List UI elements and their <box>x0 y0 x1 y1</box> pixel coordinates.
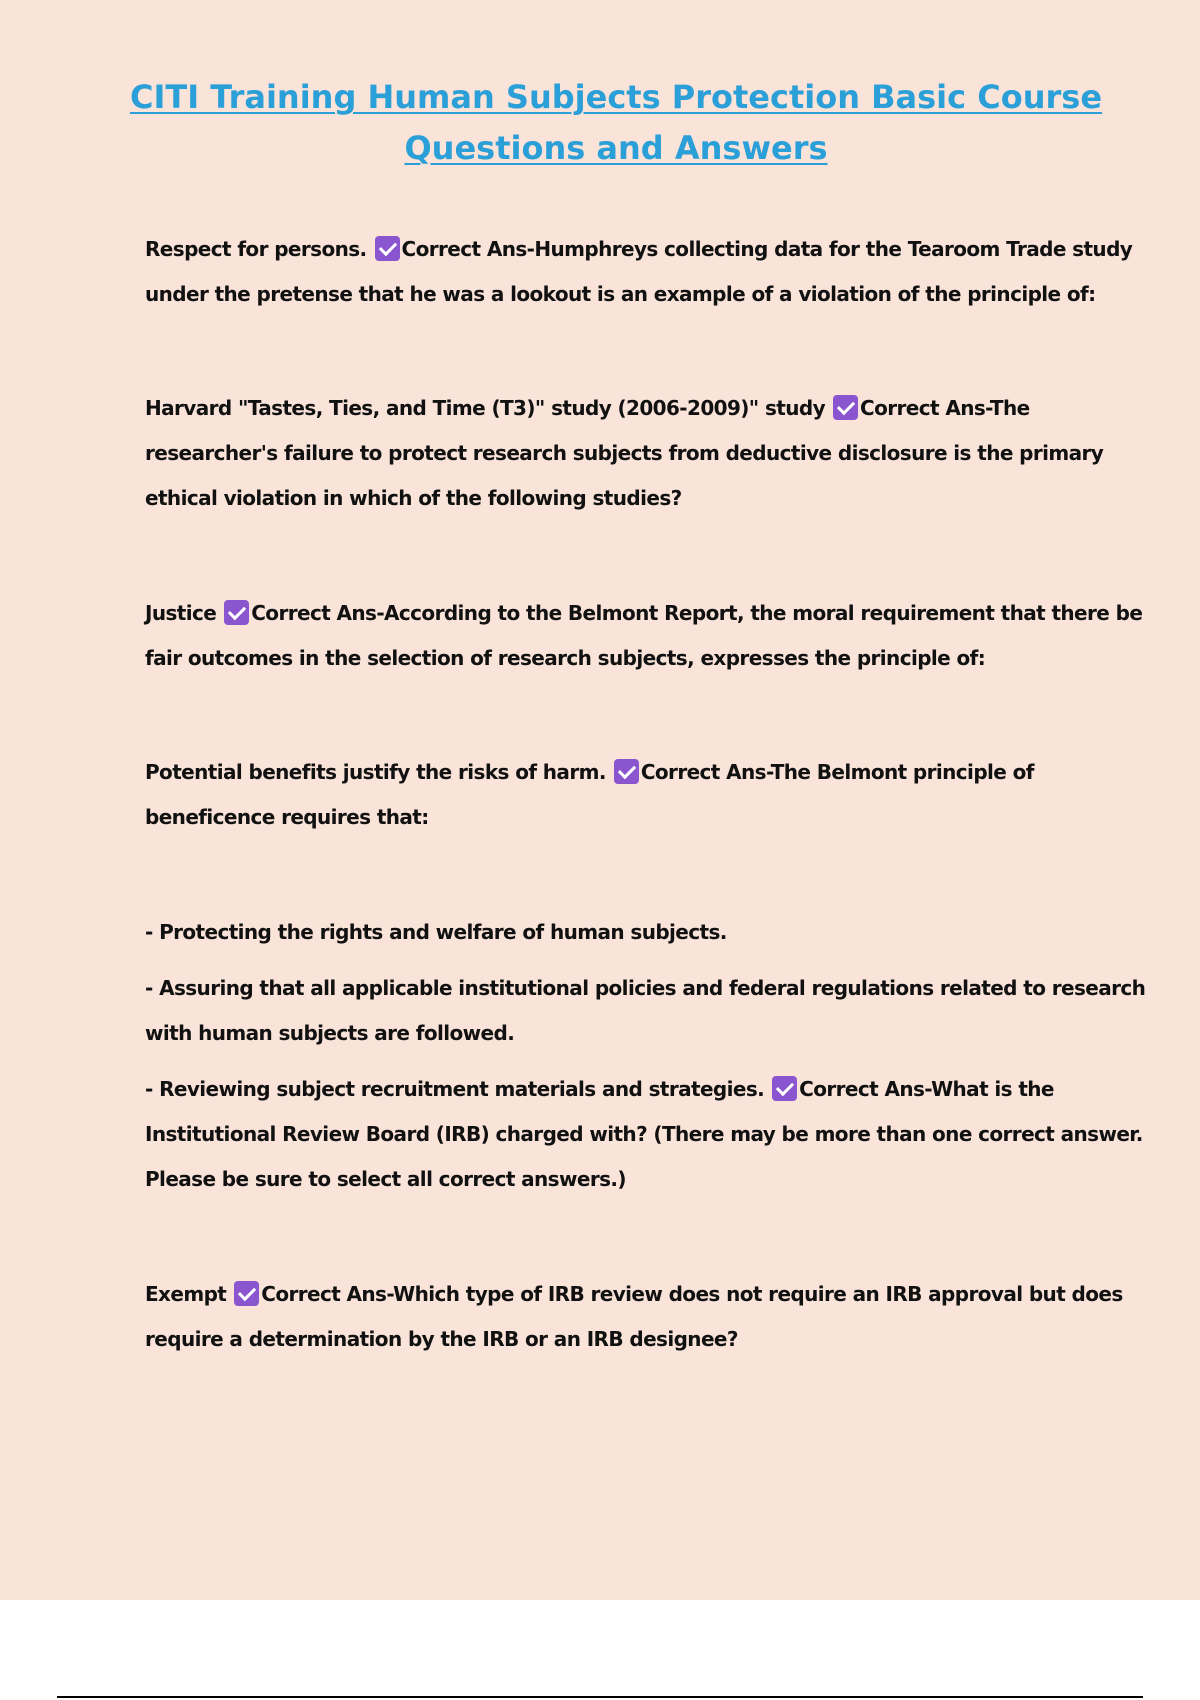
qa-line <box>145 227 1133 272</box>
qa-line-text: Institutional Review Board (IRB) charged with? (There may be more than one correct answer. <box>145 1122 1143 1146</box>
qa-line-text: require a determination by the IRB or an IRB designee? <box>145 1327 738 1351</box>
qa-line-text: ethical violation in which of the following studies? <box>145 486 682 510</box>
qa-line-text: beneficence requires that: <box>145 805 429 829</box>
qa-line <box>145 591 1143 636</box>
qa-entry <box>145 750 1105 840</box>
qa-line <box>145 272 1105 317</box>
qa-entry <box>145 910 1105 955</box>
qa-line-text: - Protecting the rights and welfare of human subjects. <box>145 920 727 944</box>
answer-text: Justice <box>145 601 217 625</box>
qa-entry <box>145 1067 1143 1202</box>
question-text: Correct Ans-Humphreys collecting data for the Tearoom Trade study <box>401 237 1133 261</box>
answer-text: Potential benefits justify the risks of harm. <box>145 760 606 784</box>
qa-line <box>145 1272 1123 1317</box>
qa-line <box>145 1317 1105 1362</box>
checkmark-box-icon <box>772 1076 797 1101</box>
qa-line <box>145 795 1105 840</box>
footer-divider <box>57 1696 1143 1698</box>
checkmark-box-icon <box>833 395 858 420</box>
question-text: Correct Ans-Which type of IRB review does not require an IRB approval but does <box>261 1282 1123 1306</box>
title-line-1: CITI Training Human Subjects Protection Basic Course <box>129 78 1103 116</box>
qa-line <box>145 966 1146 1011</box>
checkmark-box-icon <box>224 600 249 625</box>
answer-text: - Reviewing subject recruitment materials and strategies. <box>145 1077 765 1101</box>
qa-entry <box>145 591 1143 681</box>
qa-line-text: fair outcomes in the selection of research subjects, expresses the principle of: <box>145 646 986 670</box>
qa-entry <box>145 227 1133 317</box>
qa-line <box>145 476 1105 521</box>
qa-line <box>145 431 1105 476</box>
qa-line <box>145 1067 1105 1112</box>
title-line-2: Questions and Answers <box>404 129 828 167</box>
question-text: Correct Ans-The Belmont principle of <box>640 760 1034 784</box>
qa-line <box>145 750 1105 795</box>
qa-line <box>145 636 1105 681</box>
checkmark-box-icon <box>614 759 639 784</box>
qa-line-text: with human subjects are followed. <box>145 1021 515 1045</box>
qa-entry <box>145 386 1105 521</box>
answer-text: Respect for persons. <box>145 237 367 261</box>
qa-list <box>145 227 1146 1362</box>
qa-line <box>145 386 1105 431</box>
question-text: Correct Ans-What is the <box>799 1077 1054 1101</box>
qa-entry <box>145 1272 1123 1362</box>
checkmark-box-icon <box>375 236 400 261</box>
answer-text: Harvard "Tastes, Ties, and Time (T3)" study (2006-2009)" study <box>145 396 826 420</box>
qa-line <box>145 1157 1105 1202</box>
qa-line <box>145 1011 1105 1056</box>
answer-text: Exempt <box>145 1282 227 1306</box>
qa-line-text: - Assuring that all applicable institutional policies and federal regulations related to research <box>145 976 1146 1000</box>
qa-entry <box>145 966 1146 1056</box>
qa-line-text: Please be sure to select all correct answers.) <box>145 1167 626 1191</box>
qa-line <box>145 910 1105 955</box>
question-text: Correct Ans-According to the Belmont Report, the moral requirement that there be <box>251 601 1143 625</box>
checkmark-box-icon <box>234 1281 259 1306</box>
document-title <box>100 72 1132 174</box>
qa-line-text: under the pretense that he was a lookout is an example of a violation of the principle of: <box>145 282 1096 306</box>
question-text: Correct Ans-The <box>860 396 1030 420</box>
qa-line <box>145 1112 1143 1157</box>
qa-line-text: researcher's failure to protect research subjects from deductive disclosure is the primary <box>145 441 1104 465</box>
